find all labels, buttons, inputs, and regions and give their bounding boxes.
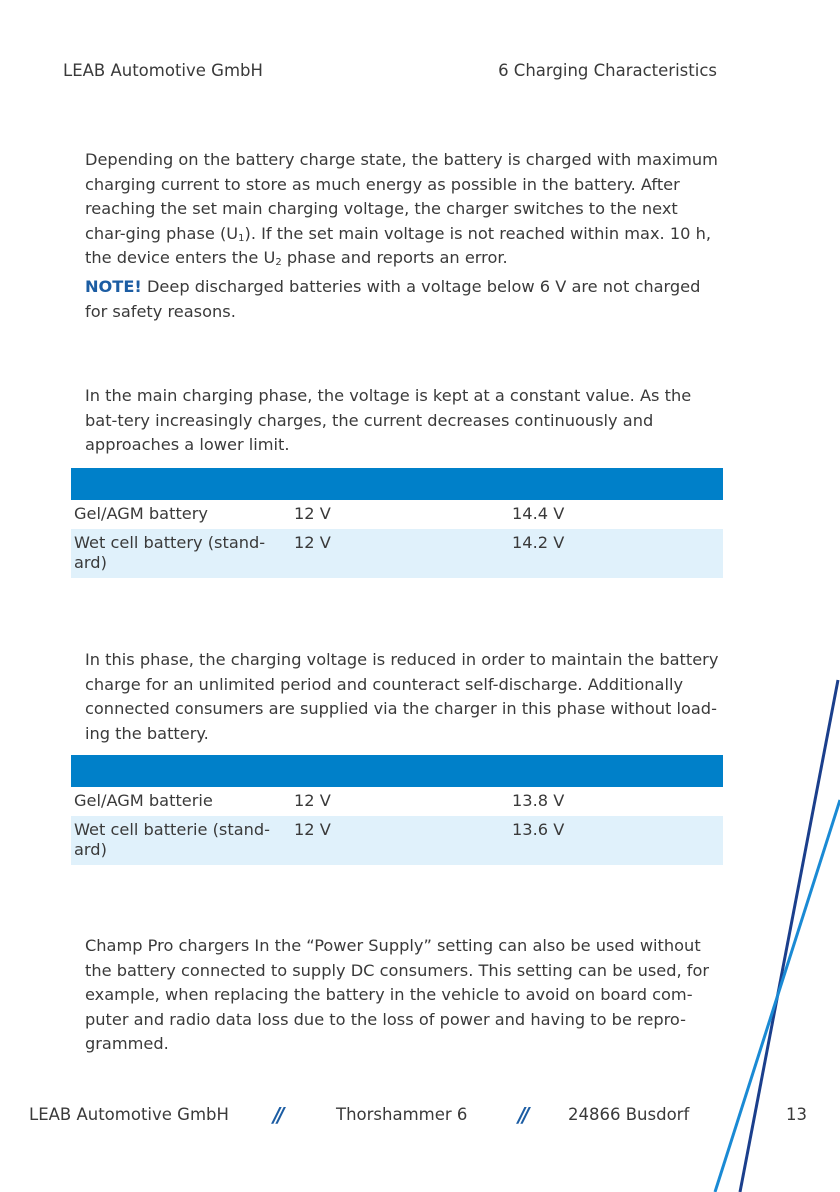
header-company: LEAB Automotive GmbH xyxy=(63,61,263,80)
nominal-voltage-cell: 12 V xyxy=(294,533,331,552)
light-stripe xyxy=(715,800,840,1192)
note-label: NOTE! xyxy=(85,277,142,296)
nominal-voltage-cell: 12 V xyxy=(294,504,331,523)
charging-voltage-cell: 14.4 V xyxy=(512,504,565,523)
paragraph-power-supply: Champ Pro chargers In the “Power Supply” setting can also be used without the battery connected to supply DC consumers. This setting can be used, for example, when replacing the battery in the vehicle to avoid on board com-puter and radio data loss due to the loss of power and having to be repro-grammed. xyxy=(85,936,710,1054)
note-paragraph: NOTE! Deep discharged batteries with a voltage below 6 V are not charged for safety reasons. xyxy=(85,277,701,321)
header-section: 6 Charging Characteristics xyxy=(498,61,717,80)
battery-type-cell: Wet cell batterie (stand-ard) xyxy=(74,820,271,859)
footer-separator-icon: // xyxy=(518,1103,527,1127)
paragraph-float-phase: In this phase, the charging voltage is reduced in order to maintain the battery charge for an unlimited period and counteract self-discharge. Additionally connected consumers are supplied via the charger in this phase without load-ing the battery. xyxy=(85,650,719,743)
battery-type-cell: Gel/AGM batterie xyxy=(74,791,213,810)
float-voltage-cell: 13.6 V xyxy=(512,820,565,839)
footer-company: LEAB Automotive GmbH xyxy=(29,1105,229,1124)
paragraph-charging-intro: Depending on the battery charge state, the battery is charged with maximum charging current to store as much energy as possible in the battery. After reaching the set main charging voltage, the charger switches to the next char-ging phase $(U_1)$. If the set main voltage is not reached within max. 10 h, the device enters the $U_2$ phase and reports an error. xyxy=(85,150,718,269)
footer-city: 24866 Busdorf xyxy=(568,1105,690,1124)
nominal-voltage-cell: 12 V xyxy=(294,791,331,810)
charging-voltage-cell: 14.2 V xyxy=(512,533,565,552)
page-number: 13 xyxy=(786,1105,807,1124)
battery-type-cell: Gel/AGM battery xyxy=(74,504,208,523)
footer-separator-icon: // xyxy=(273,1103,282,1127)
float-voltage-cell: 13.8 V xyxy=(512,791,565,810)
battery-type-cell: Wet cell battery (stand-ard) xyxy=(74,533,266,572)
paragraph-main-phase: In the main charging phase, the voltage is kept at a constant value. As the bat-tery increasingly charges, the current decreases continuously and approaches a lower limit. xyxy=(85,386,692,455)
footer-street: Thorshammer 6 xyxy=(336,1105,468,1124)
nominal-voltage-cell: 12 V xyxy=(294,820,331,839)
